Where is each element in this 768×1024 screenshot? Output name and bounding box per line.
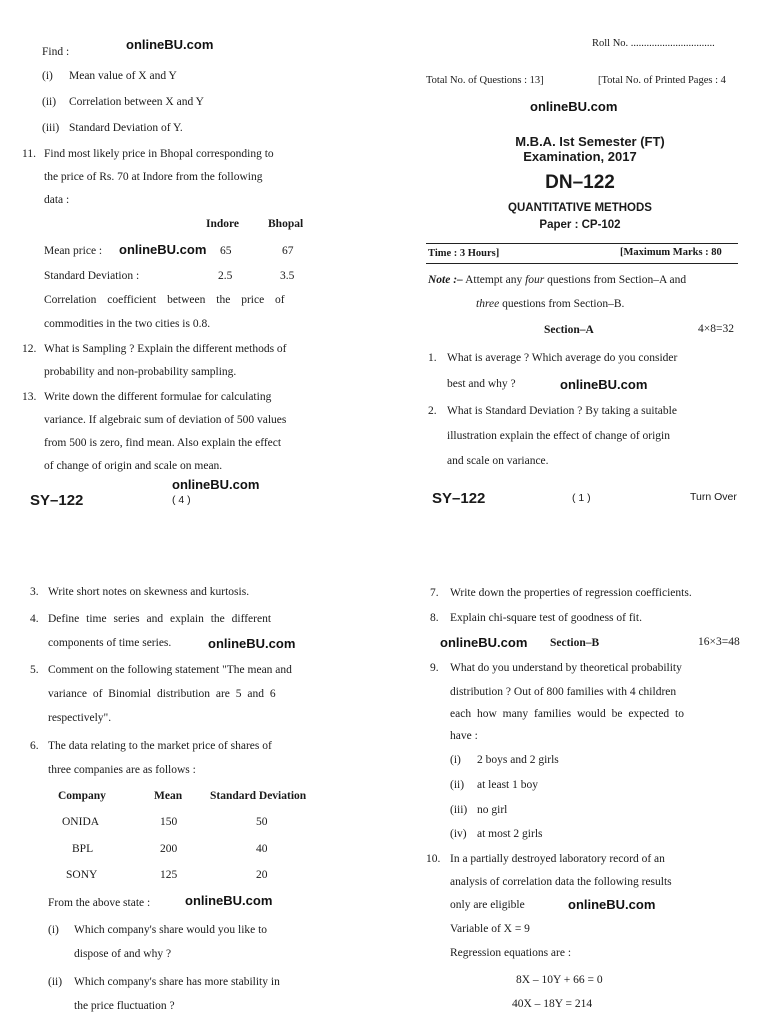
q11-row2-bhopal: 3.5 — [280, 270, 295, 282]
q9-sub-3: (iii) no girl — [450, 804, 508, 816]
q11-row2-indore: 2.5 — [218, 270, 233, 282]
note-line-2: three questions from Section–B. — [476, 298, 625, 310]
q9-sub-4: (iv) at most 2 girls — [450, 828, 543, 840]
total-questions: Total No. of Questions : 13] — [426, 75, 544, 86]
q2-line: illustration explain the effect of change of origin — [447, 430, 671, 442]
q10-variable: Variable of X = 9 — [450, 923, 530, 935]
q6-line: The data relating to the market price of shares of — [48, 740, 272, 752]
q13-line: Write down the different formulae for calculating — [44, 391, 272, 403]
q5-line: Comment on the following statement "The mean and — [48, 664, 292, 676]
watermark: onlineBU.com — [126, 37, 214, 52]
divider — [426, 243, 738, 244]
q6-from: From the above state : — [48, 897, 151, 909]
table-cell-sd: 40 — [256, 843, 268, 855]
q10-line: only are eligible — [450, 899, 525, 911]
q11-row1-label: Mean price : — [44, 245, 103, 257]
q9-line: each how many families would be expected to — [450, 708, 684, 720]
subject-title: QUANTITATIVE METHODS — [508, 202, 652, 214]
q2-line: and scale on variance. — [447, 455, 549, 467]
table-cell-mean: 150 — [160, 816, 178, 828]
section-a-marks: 4×8=32 — [698, 323, 734, 335]
watermark: onlineBU.com — [568, 897, 656, 912]
q5-line: variance of Binomial distribution are 5 and 6 — [48, 688, 276, 700]
q3-number: 3. — [30, 586, 39, 598]
q9-number: 9. — [430, 662, 439, 674]
paper-number: Paper : CP-102 — [539, 219, 621, 231]
q11-line: the price of Rs. 70 at Indore from the following — [44, 171, 263, 183]
watermark: onlineBU.com — [172, 477, 260, 492]
q1-line: best and why ? — [447, 378, 516, 390]
q11-line: data : — [44, 194, 70, 206]
q4-line: Define time series and explain the different — [48, 613, 272, 625]
q11-row2-label: Standard Deviation : — [44, 270, 140, 282]
q5-number: 5. — [30, 664, 39, 676]
q13-line: of change of origin and scale on mean. — [44, 460, 223, 472]
q11-row1-bhopal: 67 — [282, 245, 294, 257]
table-header-mean: Mean — [154, 790, 183, 802]
q6-sub-2-line: the price fluctuation ? — [74, 1000, 175, 1012]
course-title: M.B.A. Ist Semester (FT) — [515, 134, 665, 149]
table-cell-company: BPL — [72, 843, 94, 855]
q11-row1-indore: 65 — [220, 245, 232, 257]
footer-code: SY–122 — [432, 490, 486, 507]
q13-number: 13. — [22, 391, 37, 403]
q9-line: distribution ? Out of 800 families with 4 children — [450, 686, 677, 698]
find-label: Find : — [42, 46, 70, 58]
q8-number: 8. — [430, 612, 439, 624]
section-b-marks: 16×3=48 — [698, 636, 740, 648]
section-b-heading: Section–B — [550, 637, 600, 649]
footer-code: SY–122 — [30, 492, 84, 509]
q11-header-bhopal: Bhopal — [268, 218, 304, 230]
q10-number: 10. — [426, 853, 441, 865]
table-cell-mean: 125 — [160, 869, 178, 881]
roll-number-field: Roll No. ................................ — [592, 38, 715, 49]
q11-line: Find most likely price in Bhopal corresponding to — [44, 148, 274, 160]
table-header-company: Company — [58, 790, 106, 802]
q6-sub-1-line: dispose of and why ? — [74, 948, 172, 960]
q7-number: 7. — [430, 587, 439, 599]
footer-page-number: ( 1 ) — [572, 492, 591, 504]
q11-header-indore: Indore — [206, 218, 240, 230]
q9-line: have : — [450, 730, 478, 742]
note: Note :– Attempt any four questions from Section–A and — [428, 274, 687, 286]
q6-number: 6. — [30, 740, 39, 752]
q9-line: What do you understand by theoretical probability — [450, 662, 682, 674]
q10-equation-1: 8X – 10Y + 66 = 0 — [516, 974, 603, 986]
q4-line: components of time series. — [48, 637, 172, 649]
table-cell-sd: 20 — [256, 869, 268, 881]
table-header-sd: Standard Deviation — [210, 790, 307, 802]
q7-text: Write down the properties of regression coefficients. — [450, 587, 692, 599]
q6-line: three companies are as follows : — [48, 764, 196, 776]
q6-sub-2-line: Which company's share has more stability in — [74, 976, 280, 988]
turn-over: Turn Over — [690, 491, 737, 503]
q6-sub-2-number: (ii) — [48, 976, 63, 988]
watermark: onlineBU.com — [440, 635, 528, 650]
time-limit: Time : 3 Hours] — [428, 248, 500, 259]
footer-page-number: ( 4 ) — [172, 494, 191, 506]
q1-number: 1. — [428, 352, 437, 364]
watermark: onlineBU.com — [119, 242, 207, 257]
q1-line: What is average ? Which average do you consider — [447, 352, 678, 364]
q12-line: probability and non-probability sampling. — [44, 366, 237, 378]
watermark: onlineBU.com — [185, 893, 273, 908]
watermark: onlineBU.com — [530, 99, 618, 114]
q6-sub-1-line: Which company's share would you like to — [74, 924, 268, 936]
table-cell-mean: 200 — [160, 843, 178, 855]
find-item-3: (iii) Standard Deviation of Y. — [42, 122, 183, 134]
paper-code: DN–122 — [545, 172, 615, 193]
exam-title: Examination, 2017 — [523, 149, 637, 164]
watermark: onlineBU.com — [560, 377, 648, 392]
total-pages: [Total No. of Printed Pages : 4 — [598, 75, 726, 86]
max-marks: [Maximum Marks : 80 — [620, 247, 722, 258]
q12-number: 12. — [22, 343, 37, 355]
watermark: onlineBU.com — [208, 636, 296, 651]
table-cell-company: ONIDA — [62, 816, 100, 828]
q12-line: What is Sampling ? Explain the different methods of — [44, 343, 287, 355]
q8-text: Explain chi-square test of goodness of fit. — [450, 612, 642, 624]
q13-line: from 500 is zero, find mean. Also explain the effect — [44, 437, 282, 449]
q3-text: Write short notes on skewness and kurtosis. — [48, 586, 250, 598]
q11-number: 11. — [22, 148, 36, 160]
q4-number: 4. — [30, 613, 39, 625]
q10-line: analysis of correlation data the following results — [450, 876, 672, 888]
q11-after-line: Correlation coefficient between the price of — [44, 294, 285, 306]
q10-regression-label: Regression equations are : — [450, 947, 572, 959]
q9-sub-1: (i) 2 boys and 2 girls — [450, 754, 559, 766]
q10-equation-2: 40X – 18Y = 214 — [512, 998, 593, 1010]
section-a-heading: Section–A — [544, 324, 594, 336]
q13-line: variance. If algebraic sum of deviation of 500 values — [44, 414, 287, 426]
q10-line: In a partially destroyed laboratory record of an — [450, 853, 665, 865]
table-cell-sd: 50 — [256, 816, 268, 828]
find-item-2: (ii) Correlation between X and Y — [42, 96, 204, 108]
q9-sub-2: (ii) at least 1 boy — [450, 779, 538, 791]
q5-line: respectively". — [48, 712, 112, 724]
find-item-1: (i) Mean value of X and Y — [42, 70, 177, 82]
q2-number: 2. — [428, 405, 437, 417]
table-cell-company: SONY — [66, 869, 98, 881]
q11-after-line: commodities in the two cities is 0.8. — [44, 318, 211, 330]
q2-line: What is Standard Deviation ? By taking a suitable — [447, 405, 677, 417]
divider — [426, 263, 738, 264]
q6-sub-1-number: (i) — [48, 924, 59, 936]
